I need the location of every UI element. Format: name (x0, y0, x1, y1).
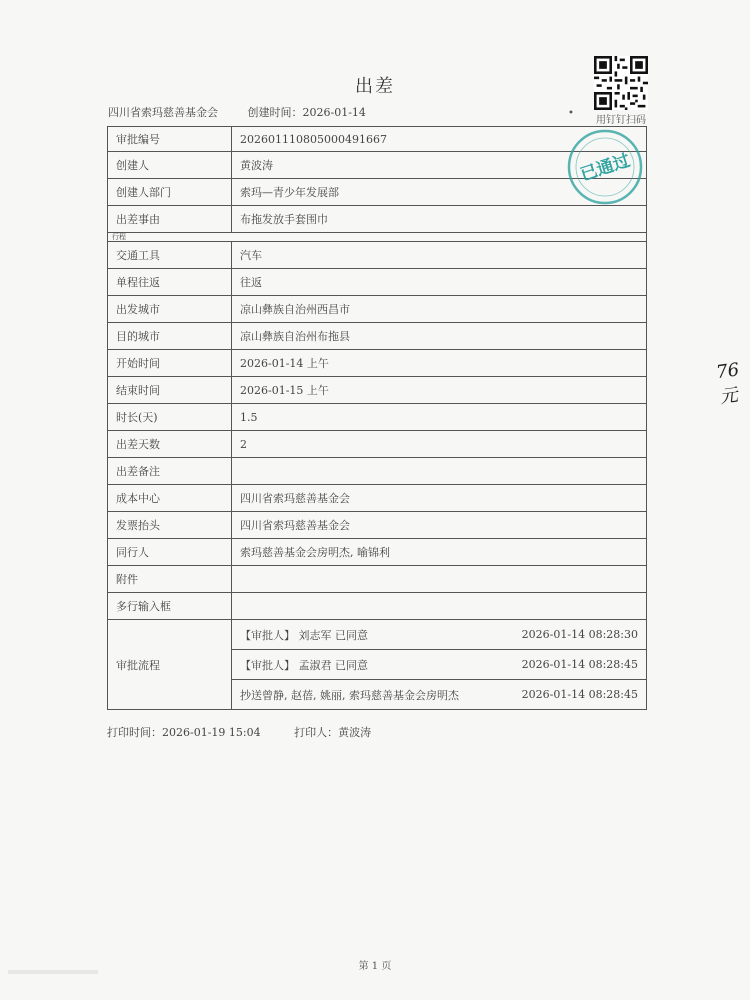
flow-entry-text: 【审批人】 孟淑君 已同意 (240, 658, 368, 672)
approved-stamp (566, 128, 644, 206)
label-transport: 交通工具 (108, 242, 232, 269)
row-companions (108, 539, 647, 566)
row-start-time (108, 350, 647, 377)
label-creator: 创建人 (108, 152, 232, 179)
value-invoice-title: 四川省索玛慈善基金会 (232, 512, 647, 539)
row-trip-remark (108, 458, 647, 485)
value-cost-center: 四川省索玛慈善基金会 (232, 485, 647, 512)
value-creator: 黄波涛 (232, 152, 647, 179)
value-to-city: 凉山彝族自治州布拖县 (232, 323, 647, 350)
row-to-city (108, 323, 647, 350)
label-invoice-title: 发票抬头 (108, 512, 232, 539)
value-transport: 汽车 (232, 242, 647, 269)
label-duration: 时长(天) (108, 404, 232, 431)
row-from-city (108, 296, 647, 323)
row-trip-type (108, 269, 647, 296)
value-multiline (232, 593, 647, 620)
value-trip-days: 2 (232, 431, 647, 458)
organization-name: 四川省索玛慈善基金会 (108, 106, 218, 119)
value-trip-remark (232, 458, 647, 485)
flow-entry (232, 650, 646, 680)
label-trip-days: 出差天数 (108, 431, 232, 458)
row-cost-center (108, 485, 647, 512)
row-transport (108, 242, 647, 269)
row-approval-flow (108, 620, 647, 710)
value-approval-no: 202601110805000491667 (232, 127, 647, 152)
value-attachment (232, 566, 647, 593)
label-approval-flow: 审批流程 (108, 620, 232, 710)
scan-speck (8, 968, 98, 976)
print-footer (107, 724, 401, 740)
approval-flow-list (232, 620, 647, 710)
dot-mark: • (568, 108, 574, 119)
row-itinerary-header (108, 233, 647, 242)
value-duration: 1.5 (232, 404, 647, 431)
flow-entry-time: 2026-01-14 08:28:30 (521, 628, 638, 641)
flow-entry-text: 【审批人】 刘志军 已同意 (240, 628, 368, 642)
row-trip-days (108, 431, 647, 458)
flow-entry-text: 抄送曾静, 赵蓓, 姚丽, 索玛慈善基金会房明杰 (240, 688, 459, 702)
itinerary-header: 行程 (108, 233, 647, 242)
row-invoice-title (108, 512, 647, 539)
flow-entry (232, 620, 646, 650)
trip-form-table (107, 126, 647, 710)
row-end-time (108, 377, 647, 404)
header-meta (108, 104, 392, 120)
created-time: 创建时间：2026-01-14 (247, 106, 366, 119)
label-from-city: 出发城市 (108, 296, 232, 323)
qr-caption: 用钉钉扫码 (596, 115, 646, 126)
value-companions: 索玛慈善基金会房明杰, 喻锦利 (232, 539, 647, 566)
label-trip-remark: 出差备注 (108, 458, 232, 485)
row-trip-reason (108, 206, 647, 233)
label-start-time: 开始时间 (108, 350, 232, 377)
page-number: 第 1 页 (358, 961, 392, 972)
label-approval-no: 审批编号 (108, 127, 232, 152)
row-multiline (108, 593, 647, 620)
label-multiline: 多行输入框 (108, 593, 232, 620)
document-title: 出差 (355, 76, 395, 97)
value-trip-type: 往返 (232, 269, 647, 296)
stamp-text: 已通过 (577, 150, 633, 186)
handwritten-note: 76元 (714, 359, 741, 409)
value-creator-dept: 索玛—青少年发展部 (232, 179, 647, 206)
flow-entry-time: 2026-01-14 08:28:45 (521, 658, 638, 671)
label-companions: 同行人 (108, 539, 232, 566)
value-trip-reason: 布拖发放手套围巾 (232, 206, 647, 233)
label-to-city: 目的城市 (108, 323, 232, 350)
label-end-time: 结束时间 (108, 377, 232, 404)
label-cost-center: 成本中心 (108, 485, 232, 512)
flow-entry (232, 680, 646, 709)
flow-entry-time: 2026-01-14 08:28:45 (521, 688, 638, 701)
print-time: 打印时间：2026-01-19 15:04 (107, 726, 261, 739)
label-creator-dept: 创建人部门 (108, 179, 232, 206)
qr-code-icon (594, 56, 648, 110)
printer-name: 打印人：黄波涛 (294, 726, 372, 739)
label-trip-reason: 出差事由 (108, 206, 232, 233)
value-start-time: 2026-01-14 上午 (232, 350, 647, 377)
row-duration (108, 404, 647, 431)
label-trip-type: 单程往返 (108, 269, 232, 296)
label-attachment: 附件 (108, 566, 232, 593)
row-attachment (108, 566, 647, 593)
value-from-city: 凉山彝族自治州西昌市 (232, 296, 647, 323)
value-end-time: 2026-01-15 上午 (232, 377, 647, 404)
